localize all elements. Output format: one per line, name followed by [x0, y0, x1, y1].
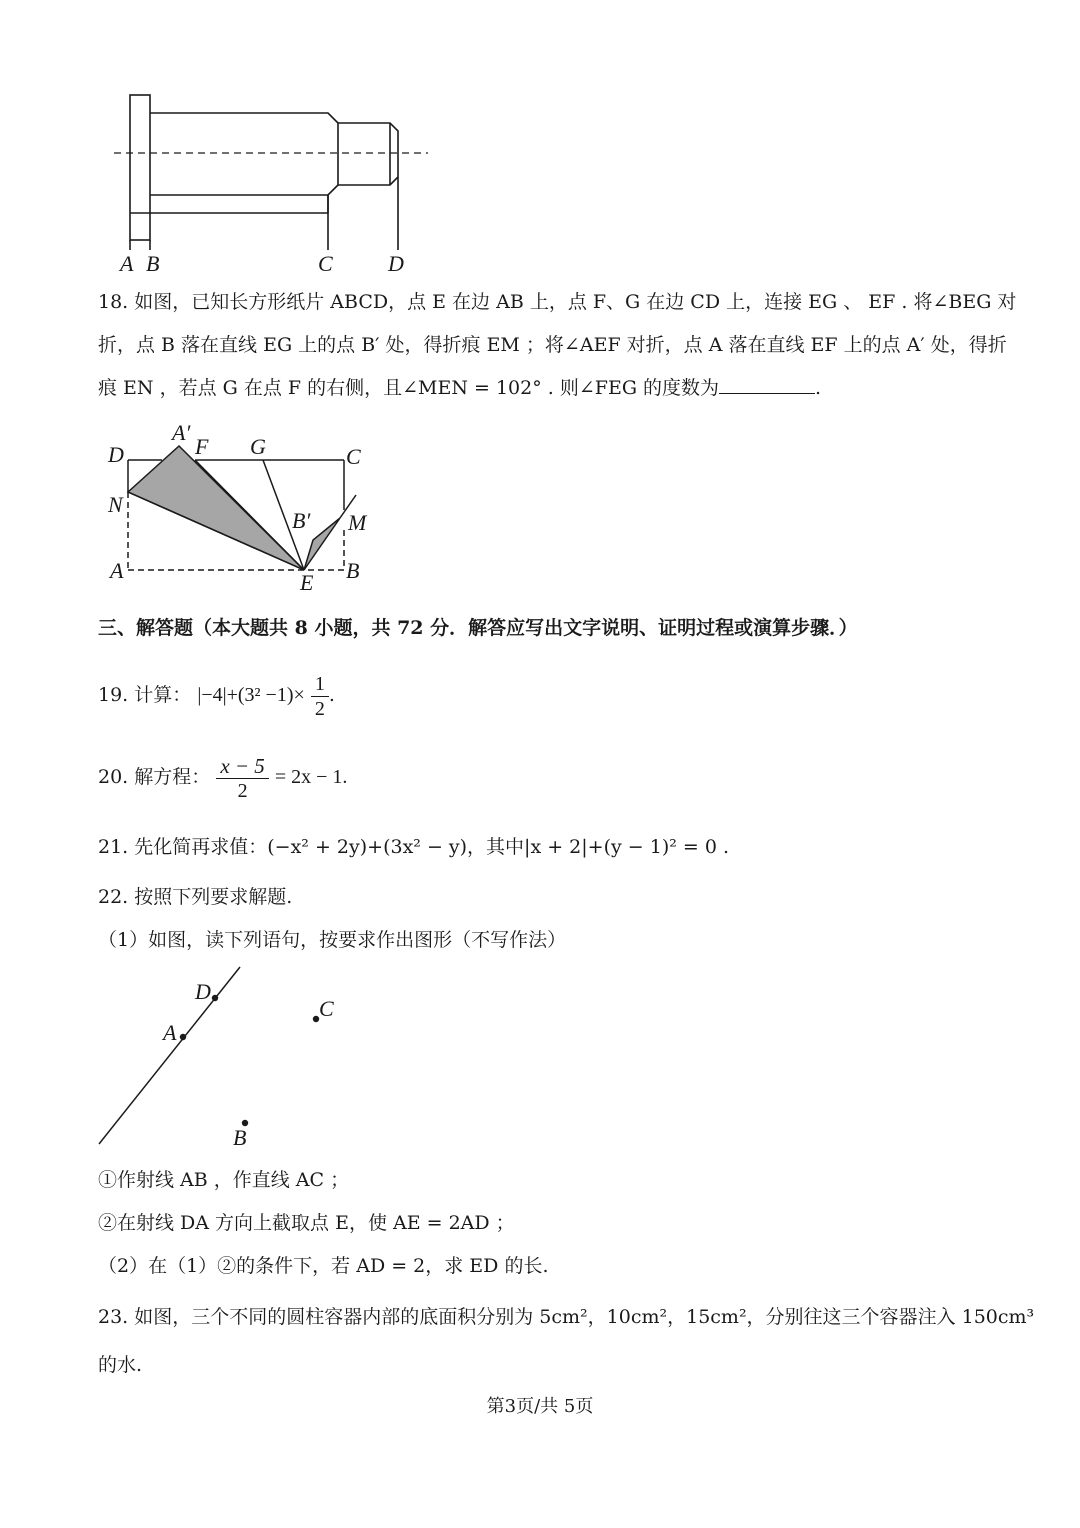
fold-label-b-prime: B′ [292, 508, 311, 533]
fold-figure [100, 420, 380, 595]
point-d [212, 995, 218, 1001]
point-a [180, 1034, 186, 1040]
shaft-label-a: A [120, 251, 134, 276]
section-3-heading: 三、解答题（本大题共 8 小题，共 72 分．解答应写出文字说明、证明过程或演算步骤．） [98, 617, 858, 639]
shaft-label-c: C [318, 251, 333, 276]
fold-label-e: E [300, 570, 314, 595]
q22-step-1: ①作射线 AB ，作直线 AC ； [98, 1169, 350, 1191]
q22-step-2: ②在射线 DA 方向上截取点 E，使 AE = 2AD ； [98, 1212, 515, 1234]
q22-part-2: （2）在（1）②的条件下，若 AD = 2，求 ED 的长. [98, 1255, 549, 1277]
fold-label-g: G [250, 434, 266, 459]
q21: 21. 先化简再求值：(−x² + 2y)+(3x² − y)，其中|x + 2|+(y − 1)² = 0 . [98, 836, 730, 858]
fold-label-d: D [108, 442, 124, 467]
fold-label-a-prime: A′ [172, 420, 191, 445]
fold-label-a: A [110, 558, 124, 583]
q20-fraction: $\frac{x - 5}{2}$ [216, 754, 269, 803]
fold-label-m: M [348, 510, 367, 535]
ray-figure [95, 962, 355, 1152]
q22-title: 22. 按照下列要求解题. [98, 886, 293, 908]
fold-label-n: N [108, 492, 123, 517]
q18-line-3: 痕 EN ，若点 G 在点 F 的右侧，且∠MEN = 102° . 则∠FEG 的度数为 . [98, 377, 822, 399]
shaft-figure [100, 85, 440, 280]
ray-label-d: D [195, 979, 211, 1004]
fold-label-f: F [195, 434, 209, 459]
fold-label-b: B [346, 558, 360, 583]
q22-part-1: （1）如图，读下列语句，按要求作出图形（不写作法） [98, 929, 567, 951]
fold-label-c: C [346, 444, 361, 469]
q18-line-1: 18. 如图，已知长方形纸片 ABCD，点 E 在边 AB 上，点 F、G 在边 CD 上，连接 EG 、 EF . 将∠BEG 对 [98, 291, 1017, 313]
ray-label-c: C [319, 996, 334, 1021]
q19: 19. 计算： |−4|+(3² −1)× $\frac{1}{2}$ . [98, 672, 335, 720]
answer-blank[interactable] [719, 375, 815, 394]
q23-line-2: 的水. [98, 1354, 143, 1376]
q19-fraction: $\frac{1}{2}$ [311, 672, 329, 721]
ray-label-a: A [163, 1020, 177, 1045]
q23-line-1: 23. 如图，三个不同的圆柱容器内部的底面积分别为 5cm²，10cm²，15cm²，分别往这三个容器注入 150cm³ [98, 1306, 1035, 1328]
q18-line-2: 折，点 B 落在直线 EG 上的点 B′ 处，得折痕 EM ；将∠AEF 对折，点 A 落在直线 EF 上的点 A′ 处，得折 [98, 334, 1007, 356]
ray-label-b: B [233, 1125, 247, 1150]
q19-expression: |−4|+(3² −1)× [197, 684, 305, 706]
page-footer: 第3页/共 5页 [486, 1396, 594, 1417]
shaft-label-d: D [388, 251, 404, 276]
q18-line-3-text: 痕 EN ，若点 G 在点 F 的右侧，且∠MEN = 102° . 则∠FEG 的度数为 [98, 377, 720, 399]
shaft-label-b: B [146, 251, 160, 276]
q20-rhs: = 2x − 1. [274, 766, 348, 788]
q20: 20. 解方程： $\frac{x - 5}{2}$ = 2x − 1. [98, 753, 348, 802]
